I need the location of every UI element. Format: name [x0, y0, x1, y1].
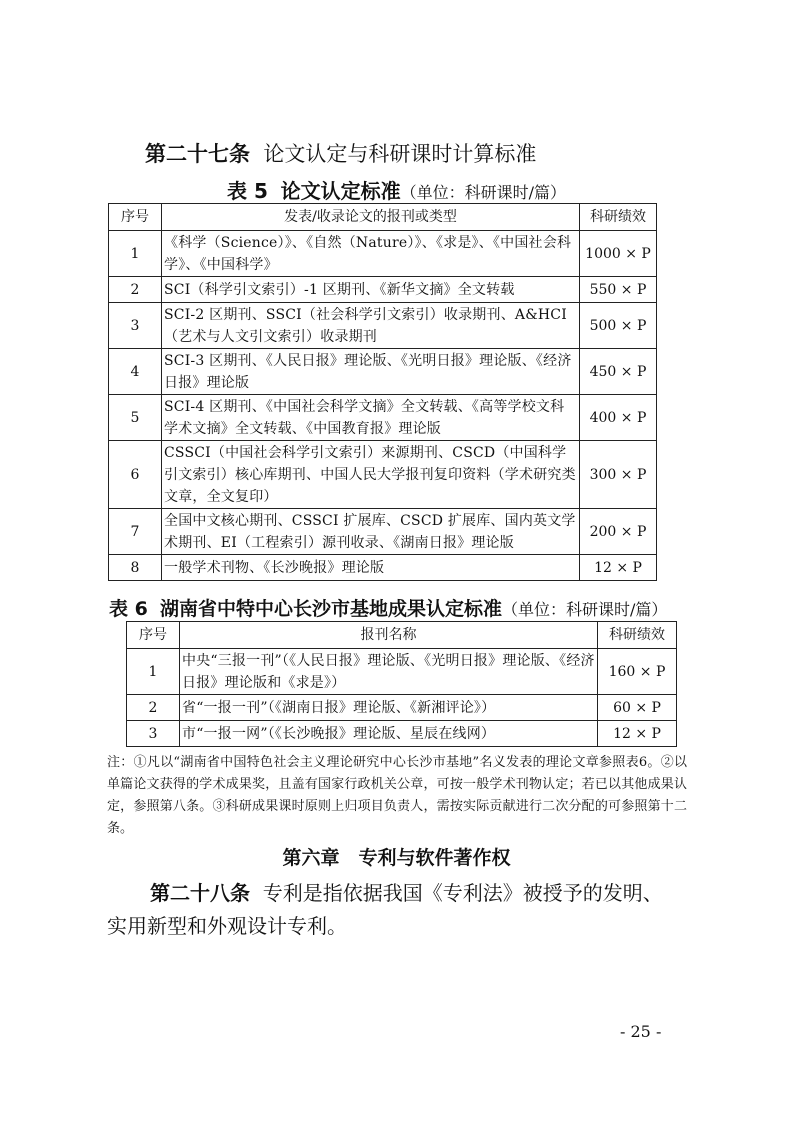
row-score: 12 × P	[598, 721, 677, 747]
article-28-text-1: 专利是指依据我国《专利法》被授予的发明、	[262, 881, 663, 905]
page-number: - 25 -	[620, 1022, 662, 1041]
row-score: 300 × P	[580, 441, 657, 509]
table-header-cell: 序号	[109, 204, 162, 231]
row-score: 160 × P	[598, 649, 677, 695]
row-number: 1	[109, 231, 162, 277]
table-5-unit: （单位：科研课时/篇）	[400, 183, 566, 202]
row-description: CSSCI（中国社会科学引文索引）来源期刊、CSCD（中国科学引文索引）核心库期刊、中国人民大学报刊复印资料（学术研究类文章，全文复印）	[162, 441, 580, 509]
row-score: 60 × P	[598, 695, 677, 721]
table-5-name: 论文认定标准	[280, 179, 401, 203]
table-6-unit: （单位：科研课时/篇）	[501, 600, 668, 619]
table-row	[109, 441, 657, 509]
table-5-title	[0, 175, 793, 204]
table-row	[109, 509, 657, 555]
article-27-number: 第二十七条	[145, 142, 250, 166]
table-row	[109, 231, 657, 277]
row-description: 市“一报一网”（《长沙晚报》理论版、星辰在线网）	[180, 721, 598, 747]
table-header-row	[127, 622, 677, 649]
table-row	[109, 555, 657, 581]
row-description: 省“一报一刊”（《湖南日报》理论版、《新湘评论》）	[180, 695, 598, 721]
row-number: 3	[127, 721, 180, 747]
table-row	[109, 349, 657, 395]
table-6-number: 表 6	[109, 598, 148, 620]
table-row	[109, 303, 657, 349]
table-6-name: 湖南省中特中心长沙市基地成果认定标准	[159, 598, 502, 620]
table-header-cell: 发表/收录论文的报刊或类型	[162, 204, 580, 231]
article-28-number: 第二十八条	[150, 881, 250, 905]
table-header-cell: 科研绩效	[598, 622, 677, 649]
chapter-6-heading: 第六章 专利与软件著作权	[282, 847, 511, 869]
row-number: 3	[109, 303, 162, 349]
row-number: 8	[109, 555, 162, 581]
table-row	[127, 721, 677, 747]
table-6	[126, 621, 677, 747]
row-description: SCI（科学引文索引）-1 区期刊、《新华文摘》全文转载	[162, 277, 580, 303]
row-number: 1	[127, 649, 180, 695]
row-description: 一般学术刊物、《长沙晚报》理论版	[162, 555, 580, 581]
table-header-cell: 科研绩效	[580, 204, 657, 231]
row-number: 2	[109, 277, 162, 303]
row-score: 1000 × P	[580, 231, 657, 277]
table-row	[109, 277, 657, 303]
table-row	[127, 695, 677, 721]
row-description: SCI-4 区期刊、《中国社会科学文摘》全文转载、《高等学校文科学术文摘》全文转载、《中国教育报》理论版	[162, 395, 580, 441]
row-description: 《科学（Science）》、《自然（Nature）》、《求是》、《中国社会科学》、《中国科学》	[162, 231, 580, 277]
article-27-heading	[145, 138, 536, 168]
row-score: 400 × P	[580, 395, 657, 441]
article-28-line-1	[150, 877, 663, 906]
table-header-cell: 报刊名称	[180, 622, 598, 649]
row-number: 4	[109, 349, 162, 395]
row-description: SCI-3 区期刊、《人民日报》理论版、《光明日报》理论版、《经济日报》理论版	[162, 349, 580, 395]
table-header-row	[109, 204, 657, 231]
table-header-cell: 序号	[127, 622, 180, 649]
article-28-text-2: 实用新型和外观设计专利。	[107, 914, 347, 938]
row-description: 中央“三报一刊”（《人民日报》理论版、《光明日报》理论版、《经济日报》理论版和《求是》）	[180, 649, 598, 695]
row-number: 5	[109, 395, 162, 441]
row-number: 6	[109, 441, 162, 509]
row-description: SCI-2 区期刊、SSCI（社会科学引文索引）收录期刊、A&HCI（艺术与人文引文索引）收录期刊	[162, 303, 580, 349]
row-number: 7	[109, 509, 162, 555]
table-row	[109, 395, 657, 441]
row-description: 全国中文核心期刊、CSSCI 扩展库、CSCD 扩展库、国内英文学术期刊、EI（工程索引）源刊收录、《湖南日报》理论版	[162, 509, 580, 555]
article-27-title: 论文认定与科研课时计算标准	[263, 142, 537, 166]
row-score: 500 × P	[580, 303, 657, 349]
table-6-title	[109, 594, 667, 621]
table-5-number: 表 5	[226, 179, 268, 203]
row-score: 200 × P	[580, 509, 657, 555]
table-row	[127, 649, 677, 695]
row-number: 2	[127, 695, 180, 721]
row-score: 550 × P	[580, 277, 657, 303]
table-note: 注：①凡以“湖南省中国特色社会主义理论研究中心长沙市基地”名义发表的理论文章参照表6。②以单篇论文获得的学术成果奖，且盖有国家行政机关公章，可按一般学术刊物认定；若已以其他成果认定，参照第八条。③科研成果课时原则上归项目负责人，需按实际贡献进行二次分配的可参照第十二条。	[107, 755, 687, 836]
row-score: 450 × P	[580, 349, 657, 395]
table-5	[108, 203, 657, 581]
row-score: 12 × P	[580, 555, 657, 581]
